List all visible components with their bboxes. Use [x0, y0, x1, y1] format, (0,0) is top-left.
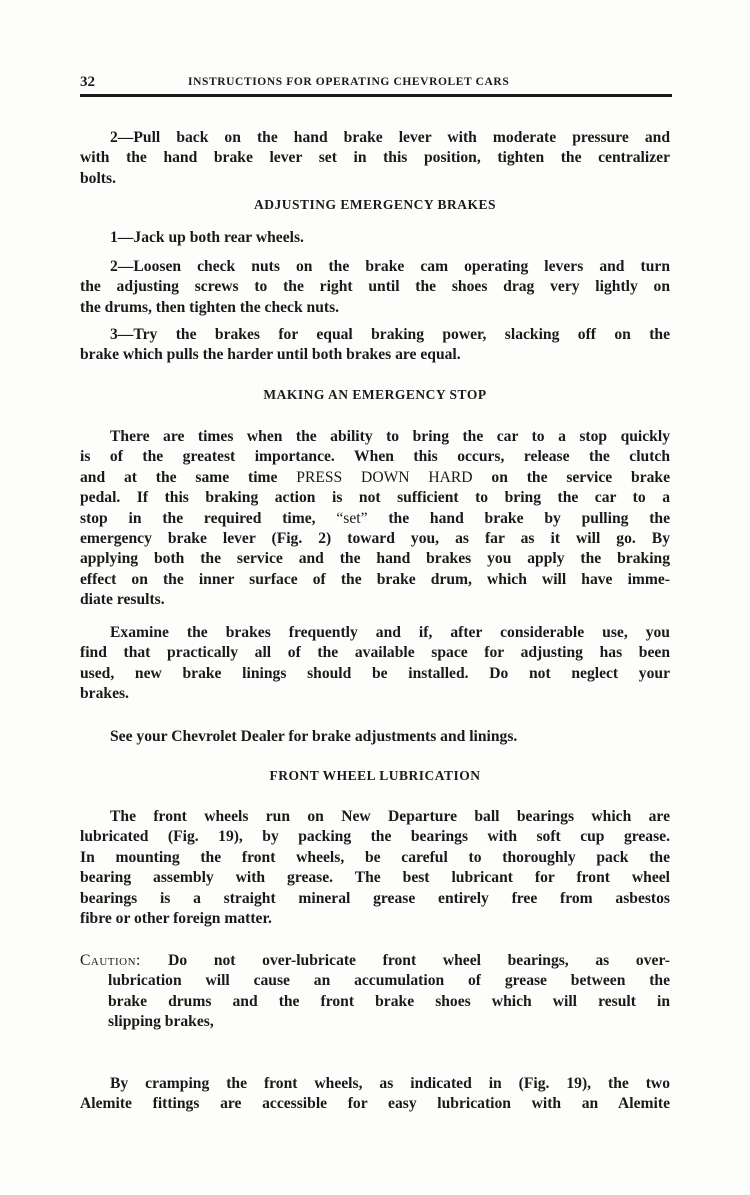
text-line: Examine the brakes frequently and if, after considerable use, you — [110, 624, 670, 641]
text-line: fibre or other foreign matter. — [80, 909, 272, 927]
header-rule — [80, 94, 672, 97]
text-line: the drums, then tighten the check nuts. — [80, 298, 340, 316]
text-line: effect on the inner surface of the brake drum, which will have imme- — [80, 570, 670, 588]
paragraph — [80, 228, 670, 248]
text-line: Caution: Do not over-lubricate front wheel bearings, as over- — [80, 952, 670, 969]
text-line — [80, 509, 670, 529]
text-line: used, new brake linings should be installed. Do not neglect your — [80, 664, 670, 682]
text-line: See your Chevrolet Dealer for brake adjustments and linings. — [110, 728, 518, 745]
running-header — [80, 74, 672, 94]
section-heading: FRONT WHEEL LUBRICATION — [269, 768, 481, 783]
page-number: 32 — [80, 74, 95, 90]
text-line: emergency brake lever (Fig. 2) toward you, as far as it will go. By — [80, 529, 670, 547]
section-heading: ADJUSTING EMERGENCY BRAKES — [253, 197, 497, 212]
text-line: There are times when the ability to bring the car to a stop quickly — [110, 428, 670, 445]
text-run: and at the same time — [80, 468, 297, 486]
text-line: with the hand brake lever set in this position, tighten the centralizer — [80, 149, 670, 167]
text-line: brakes. — [80, 685, 129, 703]
text-run: on the service brake — [472, 468, 671, 486]
text-line: 2—Loosen check nuts on the brake cam operating levers and turn — [110, 258, 670, 275]
text-line: diate results. — [80, 591, 165, 609]
paragraph — [80, 427, 670, 611]
text-line: brake which pulls the harder until both brakes are equal. — [80, 346, 461, 364]
text-line: is of the greatest importance. When this occurs, release the clutch — [80, 448, 670, 466]
paragraph — [80, 727, 670, 747]
text-line: brake drums and the front brake shoes which will result in — [108, 992, 670, 1010]
text-line: 1—Jack up both rear wheels. — [110, 229, 304, 246]
paragraph — [80, 257, 670, 318]
text-line: the adjusting screws to the right until the shoes drag very lightly on — [80, 278, 670, 296]
text-line: lubricated (Fig. 19), by packing the bearings with soft cup grease. — [80, 828, 670, 846]
text-line: The front wheels run on New Departure ball bearings which are — [110, 808, 670, 825]
text-line: bearing assembly with grease. The best lubricant for front wheel — [80, 869, 670, 887]
text-line: slipping brakes, — [108, 1013, 214, 1031]
text-line: bolts. — [80, 169, 116, 187]
text-line: pedal. If this braking action is not sufficient to bring the car to a — [80, 489, 670, 507]
paragraph — [80, 623, 670, 705]
text-line: In mounting the front wheels, be careful to thoroughly pack the — [80, 848, 670, 866]
text-line: bearings is a straight mineral grease entirely free from asbestos — [80, 889, 670, 907]
text-run: the hand brake by pulling the — [367, 509, 671, 527]
text-line: Alemite fittings are accessible for easy lubrication with an Alemite — [80, 1095, 670, 1113]
running-title: INSTRUCTIONS FOR OPERATING CHEVROLET CARS — [188, 76, 510, 88]
section-heading: MAKING AN EMERGENCY STOP — [263, 387, 487, 402]
caution-note — [80, 951, 670, 1033]
text-line: find that practically all of the available space for adjusting has been — [80, 644, 670, 662]
paragraph — [80, 325, 670, 366]
text-run: stop in the required time, — [80, 509, 337, 527]
text-line: applying both the service and the hand brakes you apply the braking — [80, 550, 670, 568]
text-line: By cramping the front wheels, as indicated in (Fig. 19), the two — [110, 1075, 670, 1092]
paragraph — [80, 128, 670, 189]
caution-label: Caution: — [80, 952, 169, 969]
paragraph — [80, 1074, 670, 1115]
text-line — [80, 468, 670, 488]
emphasis-text: “set” — [336, 509, 368, 527]
text-line: lubrication will cause an accumulation of grease between the — [108, 972, 670, 990]
text-line: 3—Try the brakes for equal braking power, slacking off on the — [110, 326, 670, 343]
emphasis-text: PRESS DOWN HARD — [296, 468, 473, 486]
paragraph — [80, 807, 670, 929]
text-line: 2—Pull back on the hand brake lever with moderate pressure and — [110, 129, 670, 146]
